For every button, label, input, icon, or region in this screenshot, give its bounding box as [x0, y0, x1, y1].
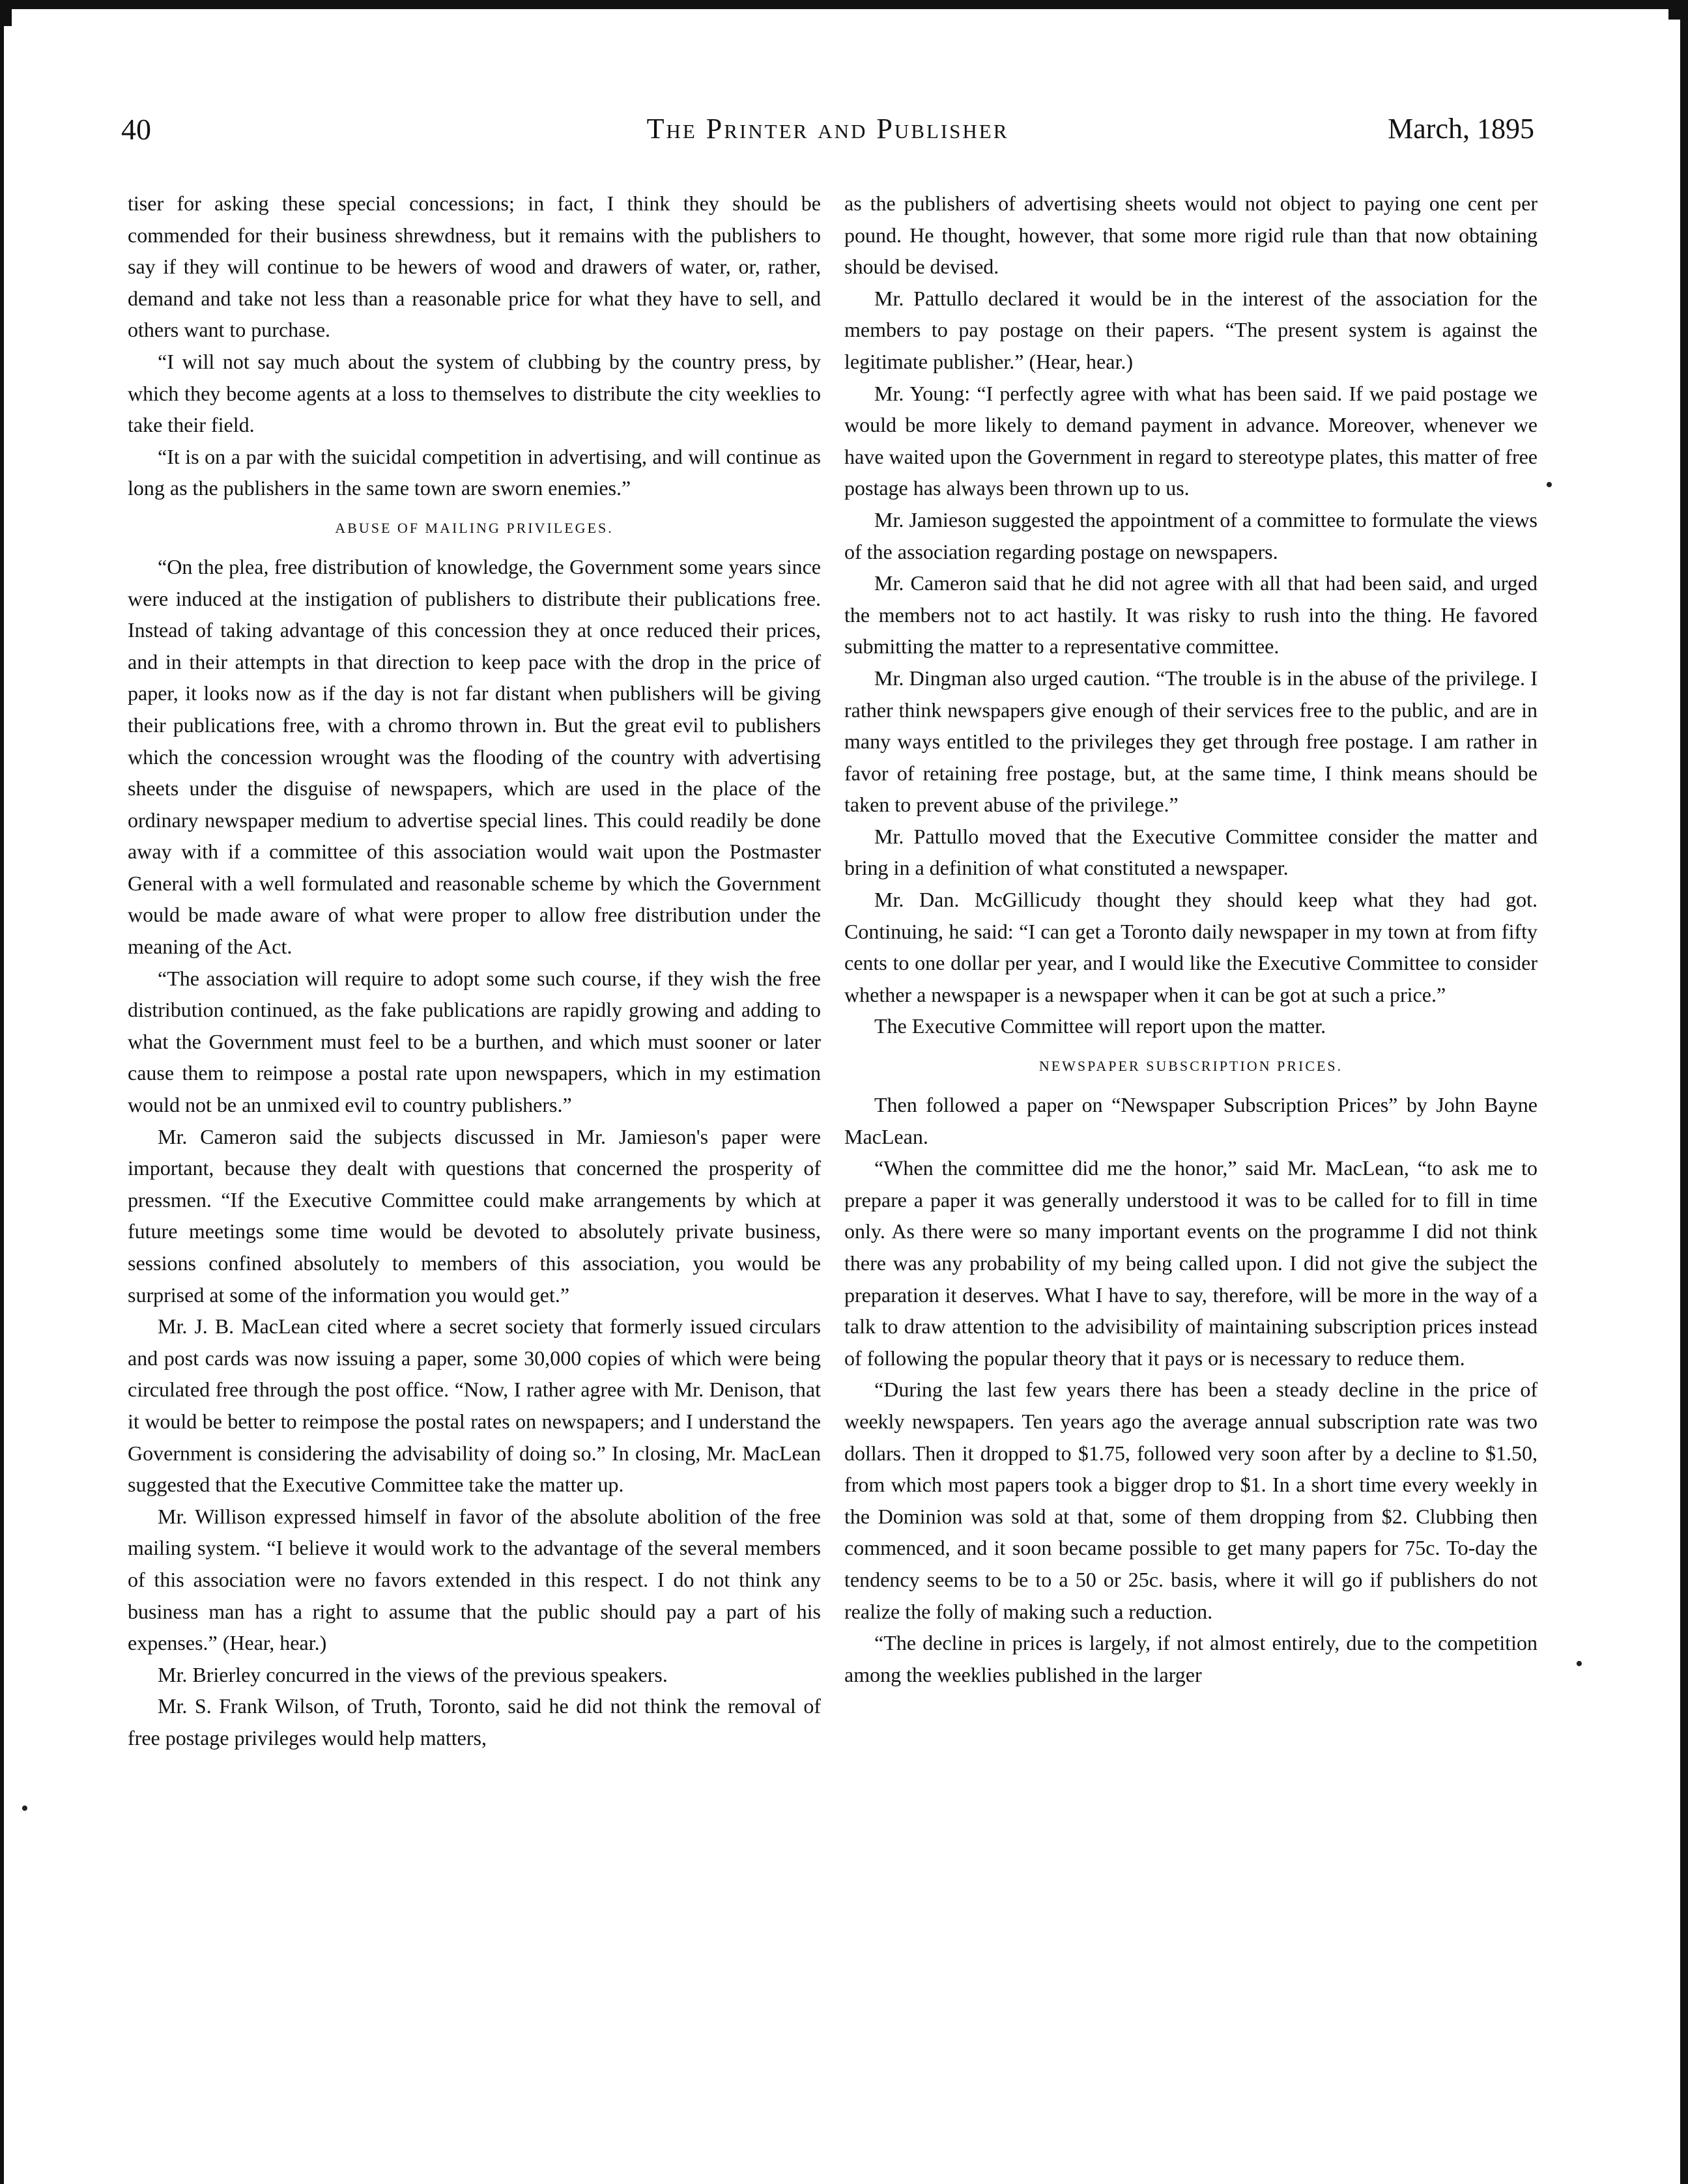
- paragraph: “When the committee did me the honor,” said Mr. MacLean, “to ask me to prepare a paper it was generally understood it was to be called for to fill in time only. As there were so many important events on the programme I did not think there was any probability of my being called upon. I did not give the subject the preparation it deserves. What I have to say, therefore, will be more in the way of a talk to draw attention to the advisibility of maintaining subscription prices instead of following the popular theory that it pays or is necessary to reduce them.: [844, 1156, 1538, 1370]
- paragraph: “It is on a par with the suicidal competition in advertising, and will continue as long as the publishers in the same town are sworn enemies.”: [128, 444, 821, 500]
- margin-speck-mark: •: [1545, 473, 1553, 497]
- paragraph: Mr. J. B. MacLean cited where a secret society that formerly issued circulars and post cards was now issuing a paper, some 30,000 copies of which were being circulated free through the post office. “Now, I rather agree with Mr. Denison, that it would be better to reimpose the postal rates on newspapers; and I understand the Government is considering the advisability of doing so.” In closing, Mr. MacLean suggested that the Executive Committee take the matter up.: [128, 1314, 821, 1497]
- paragraph: Mr. Willison expressed himself in favor of the absolute abolition of the free mailing system. “I believe it would work to the advantage of the several members of this association were no favors extended in this respect. I do not think any business man has a right to assume that the public should pay a part of his expenses.” (Hear, hear.): [128, 1504, 821, 1655]
- paragraph: tiser for asking these special concessions; in fact, I think they should be commended for their business shrewdness, but it remains with the publishers to say if they will continue to be hewers of wood and drawers of water, or, rather, demand and take not less than a reasonable price for what they have to sell, and others want to purchase.: [128, 191, 821, 342]
- page-number: 40: [121, 113, 151, 146]
- paragraph: as the publishers of advertising sheets would not object to paying one cent per pound. He thought, however, that some more rigid rule than that now obtaining should be devised.: [844, 191, 1538, 279]
- paragraph: The Executive Committee will report upon the matter.: [874, 1014, 1326, 1038]
- margin-speck-mark: •: [21, 1796, 29, 1821]
- scan-edge-left: [0, 0, 4, 2184]
- paragraph: Mr. Dingman also urged caution. “The trouble is in the abuse of the privilege. I rather think newspapers give enough of their services free to the public, and are in many ways entitled to the privileges they get through free postage. I am rather in favor of retaining free postage, but, at the same time, I think means should be taken to prevent abuse of the privilege.”: [844, 666, 1538, 817]
- paragraph: Mr. Brierley concurred in the views of the previous speakers.: [158, 1662, 668, 1686]
- scan-edge-right: [1680, 0, 1688, 2184]
- paragraph: Mr. Pattullo declared it would be in the interest of the association for the members to pay postage on their papers. “The present system is against the legitimate publisher.” (Hear, hear.): [844, 286, 1538, 373]
- paragraph: Mr. Cameron said the subjects discussed in Mr. Jamieson's paper were important, because they dealt with questions that concerned the prosperity of pressmen. “If the Executive Committee could make arrangements by which at future meetings some time would be devoted to absolutely private business, sessions confined absolutely to members of this association, you would be surprised at some of the information you would get.”: [128, 1124, 821, 1307]
- paragraph: Then followed a paper on “Newspaper Subscription Prices” by John Bayne MacLean.: [844, 1093, 1538, 1148]
- paragraph: Mr. Jamieson suggested the appointment of a committee to formulate the views of the association regarding postage on newspapers.: [844, 507, 1538, 563]
- right-column: [844, 188, 1538, 1690]
- margin-speck-mark: •: [1575, 1652, 1583, 1676]
- scan-corner-top-left: [0, 0, 12, 26]
- paragraph: “The decline in prices is largely, if not almost entirely, due to the competition among the weeklies published in the larger: [844, 1631, 1538, 1686]
- left-column: [128, 188, 821, 1754]
- paragraph: Mr. S. Frank Wilson, of Truth, Toronto, said he did not think the removal of free postage privileges would help matters,: [128, 1694, 821, 1750]
- paragraph: “On the plea, free distribution of knowledge, the Government some years since were induced at the instigation of publishers to distribute their publications free. Instead of taking advantage of this concession they at once reduced their prices, and in their attempts in that direction to keep pace with the drop in the price of paper, it looks now as if the day is not far distant when publishers will be giving their publications free, with a chromo thrown in. But the great evil to publishers which the concession wrought was the flooding of the country with advertising sheets under the disguise of newspapers, which are used in the place of the ordinary newspaper medium to advertise special lines. This could readily be done away with if a committee of this association would wait upon the Postmaster General with a well formulated and reasonable scheme by which the Government would be made aware of what were proper to allow free distribution under the meaning of the Act.: [128, 554, 821, 959]
- scan-corner-top-right: [1668, 0, 1688, 20]
- scan-edge-top: [0, 0, 1688, 9]
- issue-date: March, 1895: [1388, 113, 1534, 145]
- paragraph: “The association will require to adopt some such course, if they wish the free distribution continued, as the fake publications are rapidly growing and adding to what the Government must feel to be a burthen, and which must sooner or later cause them to reimpose a postal rate upon newspapers, which in my estimation would not be an unmixed evil to country publishers.”: [128, 966, 821, 1117]
- paragraph: Mr. Pattullo moved that the Executive Committee consider the matter and bring in a definition of what constituted a newspaper.: [844, 824, 1538, 880]
- section-heading-mailing-privileges: ABUSE OF MAILING PRIVILEGES.: [335, 519, 614, 536]
- journal-title: The Printer and Publisher: [646, 113, 1009, 145]
- section-heading-subscription-prices: NEWSPAPER SUBSCRIPTION PRICES.: [1038, 1058, 1343, 1075]
- paragraph: “During the last few years there has been a steady decline in the price of weekly newspapers. Ten years ago the average annual subscription rate was two dollars. Then it dropped to $1.75, followed very soon after by a decline to $1.50, from which most papers took a bigger drop to $1. In a short time every weekly in the Dominion was sold at that, some of them dropping from $2. Clubbing then commenced, and it soon became possible to get many papers for 75c. To-day the tendency seems to be to a 50 or 25c. basis, where it will go if publishers do not realize the folly of making such a reduction.: [844, 1378, 1538, 1623]
- paragraph: Mr. Dan. McGillicudy thought they should keep what they had got. Continuing, he said: “I can get a Toronto daily newspaper in my town at from fifty cents to one dollar per year, and I would like the Executive Committee to consider whether a newspaper is a newspaper when it can be got at such a price.”: [844, 888, 1538, 1006]
- paragraph: Mr. Young: “I perfectly agree with what has been said. If we paid postage we would be more likely to demand payment in advance. Moreover, whenever we have waited upon the Government in regard to stereotype plates, this matter of free postage has always been thrown up to us.: [844, 381, 1538, 500]
- paragraph: Mr. Cameron said that he did not agree with all that had been said, and urged the members not to act hastily. It was risky to rush into the thing. He favored submitting the matter to a representative committee.: [844, 571, 1538, 659]
- running-head: [121, 112, 1534, 151]
- paragraph: “I will not say much about the system of clubbing by the country press, by which they become agents at a loss to themselves to distribute the city weeklies to take their field.: [128, 349, 821, 437]
